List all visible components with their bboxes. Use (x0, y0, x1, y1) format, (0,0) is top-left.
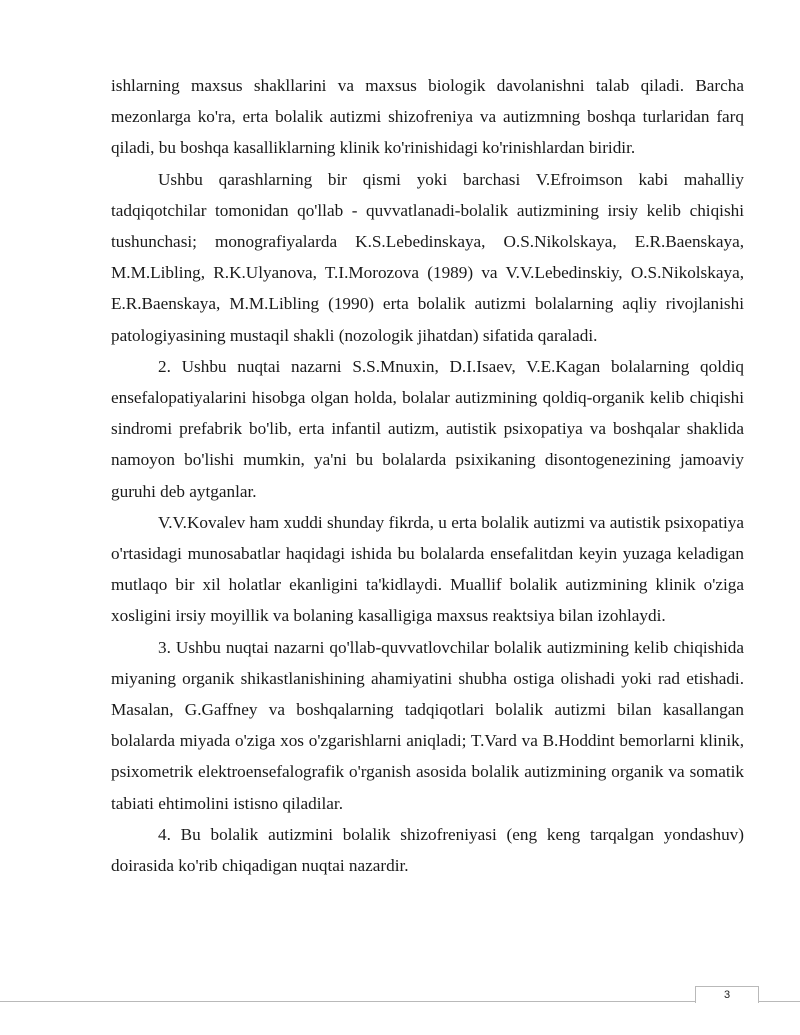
document-body (111, 70, 744, 881)
page-number: 3 (695, 986, 759, 1003)
footer-divider (0, 1001, 800, 1002)
paragraph-point-2: 2. Ushbu nuqtai nazarni S.S.Mnuxin, D.I.Isaev, V.E.Kagan bolalarning qoldiq ensefalopatiyalarini hisobga olgan holda, bolalar autizmining qoldiq-organik kelib chiqishi sindromi prefabrik bo'lib, erta infantil autizm, autistik psixopatiya va boshqalar shaklida namoyon bo'lishi mumkin, ya'ni bu bolalarda psixikaning disontogenezining jamoaviy guruhi deb aytganlar. (111, 356, 744, 501)
paragraph-point-4: 4. Bu bolalik autizmini bolalik shizofreniyasi (eng keng tarqalgan yondashuv) doirasida ko'rib chiqadigan nuqtai nazardir. (111, 824, 744, 876)
paragraph-point-3: 3. Ushbu nuqtai nazarni qo'llab-quvvatlovchilar bolalik autizmining kelib chiqishida miyaning organik shikastlanishining ahamiyatini shubha ostiga olishadi yoki rad etishadi. Masalan, G.Gaffney va boshqalarning tadqiqotlari bolalik autizmi bilan kasallangan bolalarda miyada o'ziga xos o'zgarishlarni aniqladi; T.Vard va B.Hoddint bemorlarni klinik, psixometrik elektroensefalografik o'rganish asosida bolalik autizmining organik va somatik tabiati ehtimolini istisno qiladilar. (111, 637, 744, 813)
paragraph-continuation: ishlarning maxsus shakllarini va maxsus biologik davolanishni talab qiladi. Barcha mezonlarga ko'ra, erta bolalik autizmi shizofreniya va autizmning boshqa turlaridan farq qiladi, bu boshqa kasalliklarning klinik ko'rinishidagi ko'rinishlardan biridir. (111, 76, 744, 158)
paragraph-kovalev: V.V.Kovalev ham xuddi shunday fikrda, u erta bolalik autizmi va autistik psixopatiya o'rtasidagi munosabatlar haqidagi ishida bu bolalarda ensefalitdan keyin yuzaga keladigan mutlaqo bir xil holatlar ekanligini ta'kidlaydi. Muallif bolalik autizmining klinik o'ziga xosligini irsiy moyillik va bolaning kasalligiga maxsus reaktsiya bilan izohlaydi. (111, 512, 744, 626)
paragraph-efroimson: Ushbu qarashlarning bir qismi yoki barchasi V.Efroimson kabi mahalliy tadqiqotchilar tomonidan qo'llab - quvvatlanadi-bolalik autizmining irsiy kelib chiqishi tushunchasi; monografiyalarda K.S.Lebedinskaya, O.S.Nikolskaya, E.R.Baenskaya, M.M.Libling, R.K.Ulyanova, T.I.Morozova (1989) va V.V.Lebedinskiy, O.S.Nikolskaya, E.R.Baenskaya, M.M.Libling (1990) erta bolalik autizmi bolalarning aqliy rivojlanishi patologiyasining mustaqil shakli (nozologik jihatdan) sifatida qaraladi. (111, 169, 744, 345)
